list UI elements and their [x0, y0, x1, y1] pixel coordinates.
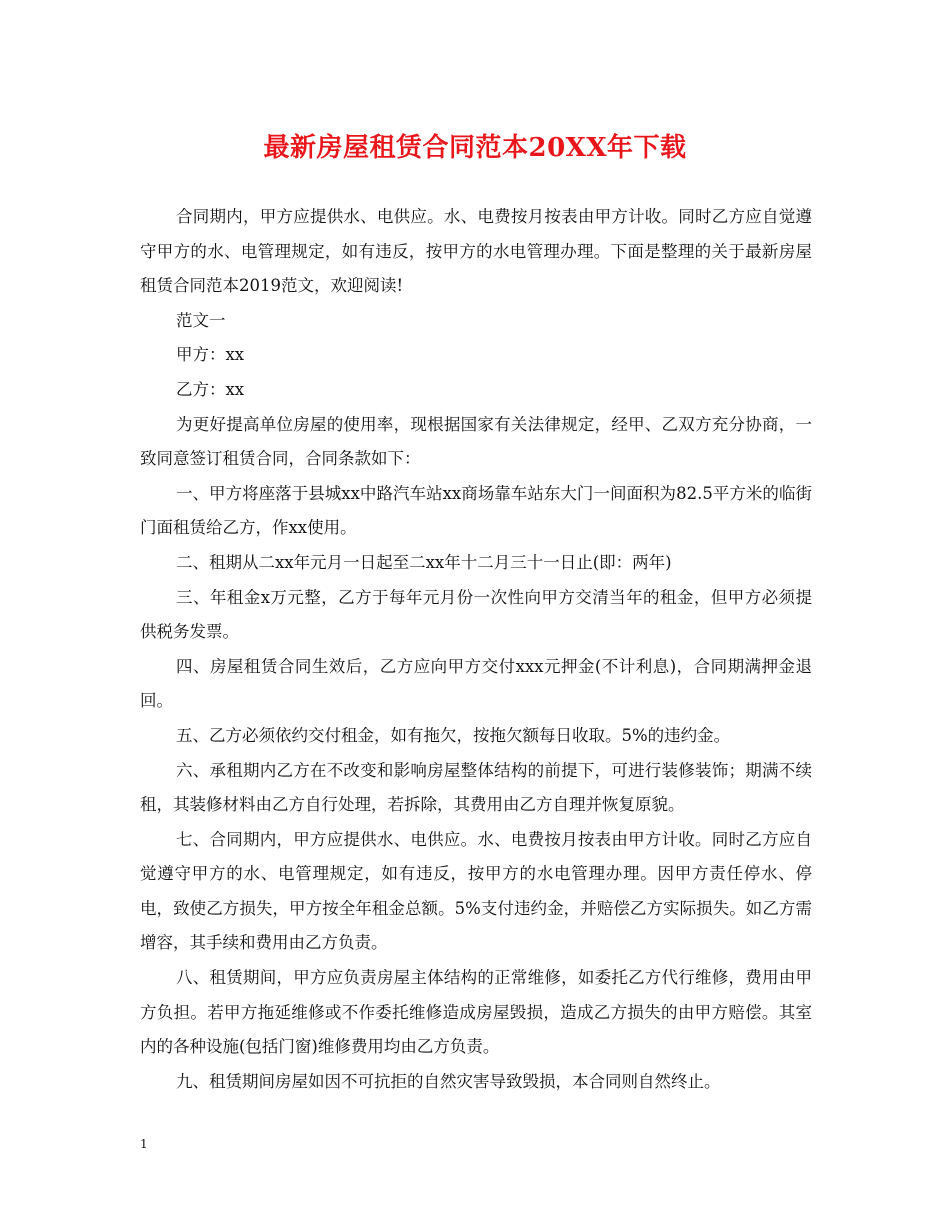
page-number: 1	[140, 1137, 148, 1151]
party-b-line: 乙方：xx	[176, 379, 245, 399]
clause-1: 一、甲方将座落于县城xx中路汽车站xx商场靠车站东大门一间面积为82.5平方米的临街门面租赁给乙方，作xx使用。	[140, 483, 812, 538]
document-title: 最新房屋租赁合同范本20XX年下载	[263, 133, 687, 163]
clause-2: 二、租期从二xx年元月一日起至二xx年十二月三十一日止(即：两年)	[176, 552, 672, 572]
clause-5: 五、乙方必须依约交付租金，如有拖欠，按拖欠额每日收取。5%的违约金。	[176, 725, 731, 745]
clause-3: 三、年租金x万元整，乙方于每年元月份一次性向甲方交清当年的租金，但甲方必须提供税务发票。	[140, 587, 812, 642]
preamble-paragraph: 为更好提高单位房屋的使用率，现根据国家有关法律规定，经甲、乙双方充分协商，一致同意签订租赁合同，合同条款如下：	[140, 414, 812, 469]
document-body	[140, 200, 812, 1099]
intro-paragraph: 合同期内，甲方应提供水、电供应。水、电费按月按表由甲方计收。同时乙方应自觉遵守甲方的水、电管理规定，如有违反，按甲方的水电管理办理。下面是整理的关于最新房屋租赁合同范本2019范文，欢迎阅读!	[140, 207, 812, 296]
clause-7: 七、合同期内，甲方应提供水、电供应。水、电费按月按表由甲方计收。同时乙方应自觉遵守甲方的水、电管理规定，如有违反，按甲方的水电管理办理。因甲方责任停水、停电，致使乙方损失，甲方按全年租金总额。5%支付违约金，并赔偿乙方实际损失。如乙方需增容，其手续和费用由乙方负责。	[140, 829, 812, 953]
clause-8: 八、租赁期间，甲方应负责房屋主体结构的正常维修，如委托乙方代行维修，费用由甲方负担。若甲方拖延维修或不作委托维修造成房屋毁损，造成乙方损失的由甲方赔偿。其室内的各种设施(包括门窗)维修费用均由乙方负责。	[140, 968, 812, 1057]
clause-6: 六、承租期内乙方在不改变和影响房屋整体结构的前提下，可进行装修装饰；期满不续租，其装修材料由乙方自行处理，若拆除，其费用由乙方自理并恢复原貌。	[140, 760, 812, 815]
clause-9: 九、租赁期间房屋如因不可抗拒的自然灾害导致毁损，本合同则自然终止。	[176, 1071, 721, 1091]
party-a-line: 甲方：xx	[176, 345, 245, 365]
clause-4: 四、房屋租赁合同生效后，乙方应向甲方交付xxx元押金(不计利息)，合同期满押金退回。	[140, 656, 812, 711]
section-heading-template-one: 范文一	[176, 310, 226, 330]
